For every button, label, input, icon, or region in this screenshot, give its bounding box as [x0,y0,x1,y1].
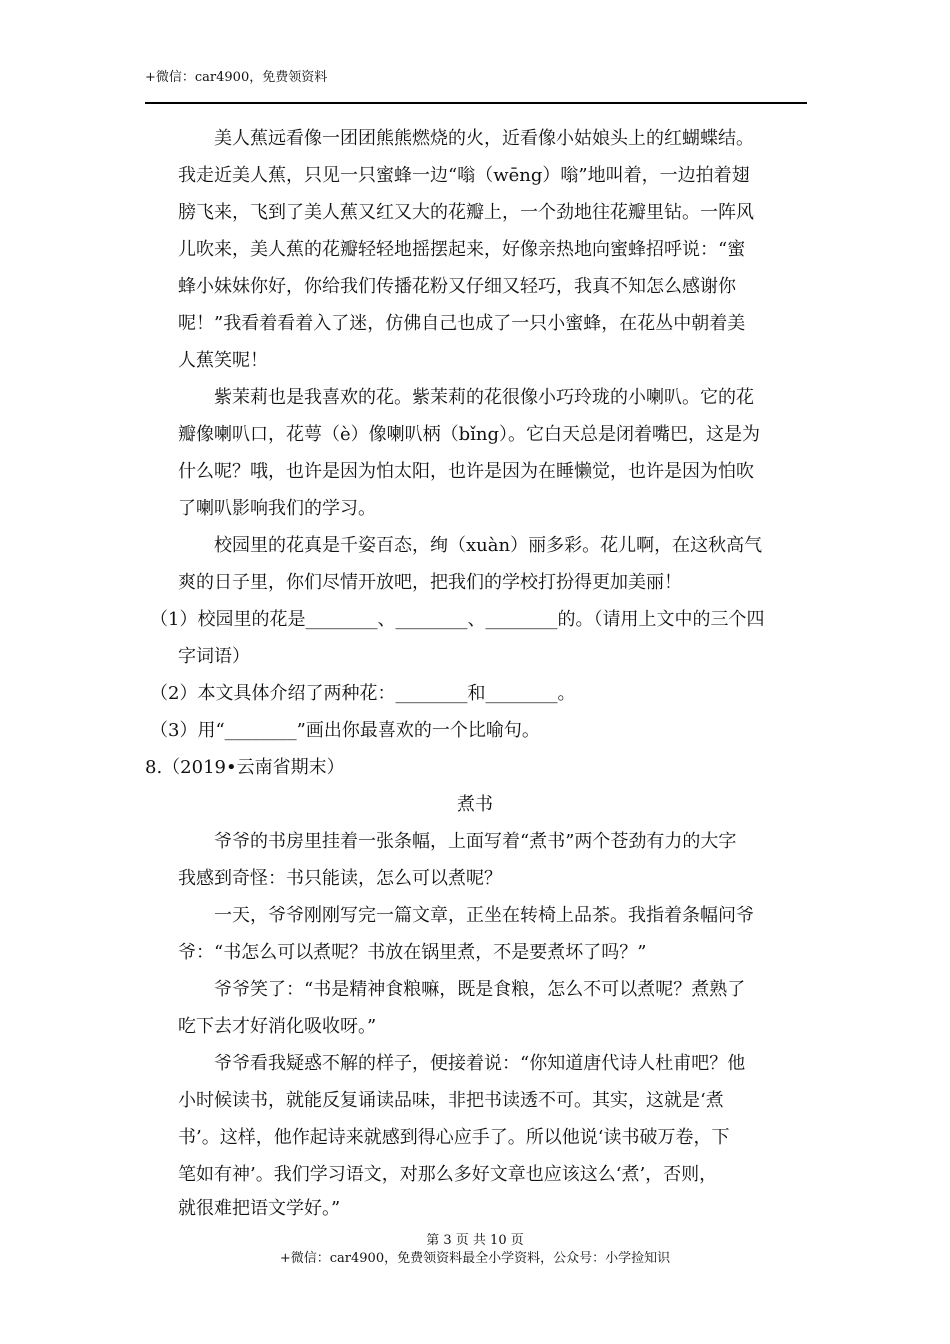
passage-line: 美人蕉远看像一团团熊熊燃烧的火，近看像小姑娘头上的红蝴蝶结。 [178,128,754,149]
passage-line: 笔如有神’。我们学习语文，对那么多好文章也应该这么‘煮’，否则， [178,1164,718,1185]
passage-line: 爷爷看我疑惑不解的样子，便接着说：“你知道唐代诗人杜甫吧？他 [178,1053,746,1074]
page-header: +微信：car4900，免费领资料 [145,70,328,85]
passage-line: 儿吹来，美人蕉的花瓣轻轻地摇摆起来，好像亲热地向蜜蜂招呼说：“蜜 [178,239,746,260]
passage-line: 一天，爷爷刚刚写完一篇文章，正坐在转椅上品茶。我指着条幅问爷 [178,905,754,926]
passage-line: 书’。这样，他作起诗来就感到得心应手了。所以他说‘读书破万卷，下 [178,1127,730,1148]
question-1-cont: 字词语） [178,646,250,667]
page-number: 第 3 页 共 10 页 [426,1233,524,1248]
passage-line: 瓣像喇叭口，花萼（è）像喇叭柄（bǐng）。它白天总是闭着嘴巴，这是为 [178,424,761,445]
passage-line: 就很难把语文学好。” [178,1198,341,1219]
passage-line: 紫茉莉也是我喜欢的花。紫茉莉的花很像小巧玲珑的小喇叭。它的花 [178,387,754,408]
passage-line: 蜂小妹妹你好，你给我们传播花粉又仔细又轻巧，我真不知怎么感谢你 [178,276,736,297]
passage-line: 什么呢？哦，也许是因为怕太阳，也许是因为在睡懒觉，也许是因为怕吹 [178,461,754,482]
question-8-label: 8.（2019•云南省期末） [145,757,345,778]
passage-line: 校园里的花真是千姿百态，绚（xuàn）丽多彩。花儿啊，在这秋高气 [178,535,763,556]
passage-line: 我走近美人蕉，只见一只蜜蜂一边“嗡（wēng）嗡”地叫着，一边拍着翅 [178,165,750,186]
question-1: （1）校园里的花是________、________、________的。（请用上文中的三个四 [150,609,765,630]
passage-line: 呢！”我看着看着入了迷，仿佛自己也成了一只小蜜蜂，在花丛中朝着美 [178,313,746,334]
footer-note: +微信：car4900，免费领资料最全小学资料，公众号：小学捡知识 [279,1251,671,1266]
passage-title: 煮书 [457,794,493,815]
passage-line: 了喇叭影响我们的学习。 [178,498,376,519]
passage-line: 爽的日子里，你们尽情开放吧，把我们的学校打扮得更加美丽！ [178,572,682,593]
question-3: （3）用“________”画出你最喜欢的一个比喻句。 [150,720,540,741]
passage-line: 爷爷笑了：“书是精神食粮嘛，既是食粮，怎么不可以煮呢？煮熟了 [178,979,746,1000]
passage-line: 人蕉笑呢！ [178,350,268,371]
passage-line: 小时候读书，就能反复诵读品味，非把书读透不可。其实，这就是‘煮 [178,1090,724,1111]
passage-line: 爷：“书怎么可以煮呢？书放在锅里煮，不是要煮坏了吗？” [178,942,647,963]
header-rule [145,102,807,104]
passage-line: 膀飞来，飞到了美人蕉又红又大的花瓣上，一个劲地往花瓣里钻。一阵风 [178,202,754,223]
question-2: （2）本文具体介绍了两种花：________和________。 [150,683,576,704]
passage-line: 吃下去才好消化吸收呀。” [178,1016,377,1037]
passage-line: 爷爷的书房里挂着一张条幅，上面写着“煮书”两个苍劲有力的大字 [178,831,737,852]
passage-line: 我感到奇怪：书只能读，怎么可以煮呢？ [178,868,502,889]
